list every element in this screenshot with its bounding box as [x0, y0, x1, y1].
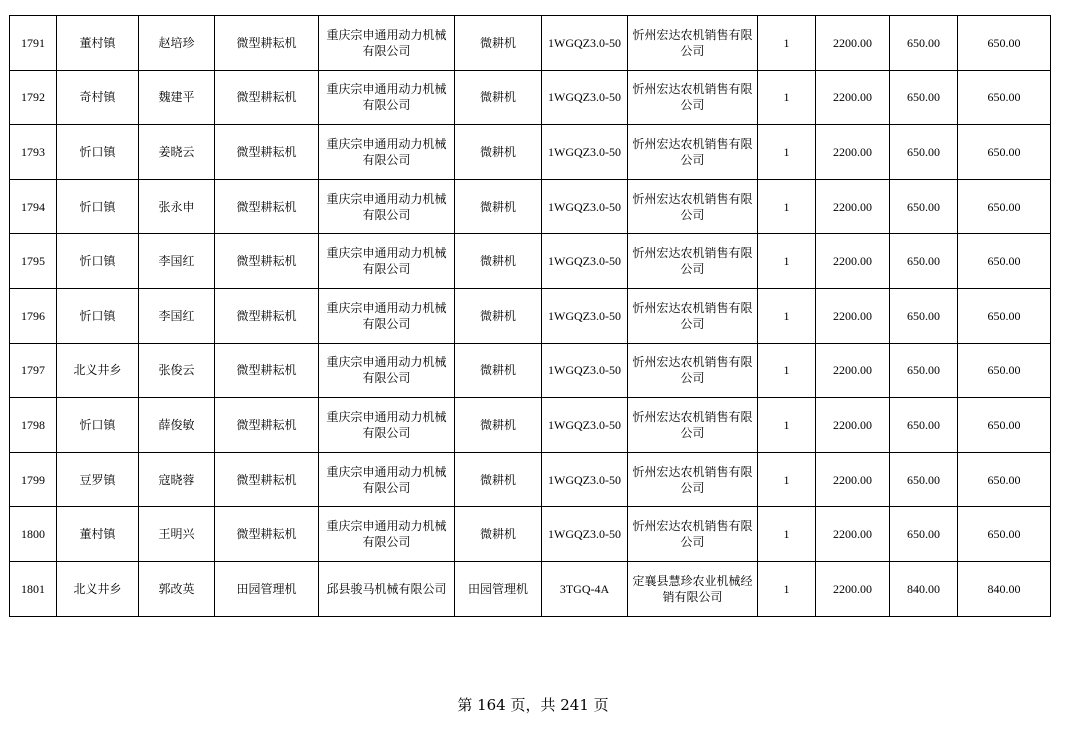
unit-subsidy-cell: 650.00: [890, 288, 958, 343]
table-row: [10, 179, 1051, 234]
model-cell: 1WGQZ3.0-50: [542, 343, 628, 398]
machine-category-cell: 微型耕耘机: [215, 452, 319, 507]
manufacturer-cell: 重庆宗申通用动力机械有限公司: [319, 234, 455, 289]
total-subsidy-cell: 840.00: [958, 561, 1051, 616]
town-cell: 奇村镇: [57, 70, 139, 125]
unit-subsidy-cell: 650.00: [890, 70, 958, 125]
farmer-name-cell: 郭改英: [139, 561, 215, 616]
product-name-cell: 微耕机: [455, 398, 542, 453]
manufacturer-cell: 重庆宗申通用动力机械有限公司: [319, 343, 455, 398]
table-body: [10, 16, 1051, 617]
price-cell: 2200.00: [816, 179, 890, 234]
model-cell: 1WGQZ3.0-50: [542, 234, 628, 289]
seq-cell: 1800: [10, 507, 57, 562]
quantity-cell: 1: [758, 343, 816, 398]
town-cell: 北义井乡: [57, 561, 139, 616]
dealer-cell: 忻州宏达农机销售有限公司: [628, 234, 758, 289]
machine-category-cell: 微型耕耘机: [215, 507, 319, 562]
table-row: [10, 452, 1051, 507]
model-cell: 1WGQZ3.0-50: [542, 398, 628, 453]
quantity-cell: 1: [758, 288, 816, 343]
total-subsidy-cell: 650.00: [958, 16, 1051, 71]
manufacturer-cell: 邱县骏马机械有限公司: [319, 561, 455, 616]
subsidy-table: [9, 15, 1051, 617]
seq-cell: 1801: [10, 561, 57, 616]
town-cell: 忻口镇: [57, 288, 139, 343]
table-row: [10, 234, 1051, 289]
unit-subsidy-cell: 650.00: [890, 398, 958, 453]
seq-cell: 1796: [10, 288, 57, 343]
table-row: [10, 70, 1051, 125]
price-cell: 2200.00: [816, 452, 890, 507]
farmer-name-cell: 李国红: [139, 288, 215, 343]
town-cell: 董村镇: [57, 507, 139, 562]
machine-category-cell: 微型耕耘机: [215, 234, 319, 289]
unit-subsidy-cell: 650.00: [890, 16, 958, 71]
model-cell: 1WGQZ3.0-50: [542, 16, 628, 71]
town-cell: 董村镇: [57, 16, 139, 71]
seq-cell: 1799: [10, 452, 57, 507]
town-cell: 豆罗镇: [57, 452, 139, 507]
price-cell: 2200.00: [816, 70, 890, 125]
farmer-name-cell: 李国红: [139, 234, 215, 289]
seq-cell: 1793: [10, 125, 57, 180]
total-subsidy-cell: 650.00: [958, 288, 1051, 343]
dealer-cell: 忻州宏达农机销售有限公司: [628, 16, 758, 71]
seq-cell: 1795: [10, 234, 57, 289]
town-cell: 忻口镇: [57, 398, 139, 453]
unit-subsidy-cell: 840.00: [890, 561, 958, 616]
dealer-cell: 忻州宏达农机销售有限公司: [628, 452, 758, 507]
price-cell: 2200.00: [816, 561, 890, 616]
quantity-cell: 1: [758, 398, 816, 453]
price-cell: 2200.00: [816, 507, 890, 562]
manufacturer-cell: 重庆宗申通用动力机械有限公司: [319, 452, 455, 507]
manufacturer-cell: 重庆宗申通用动力机械有限公司: [319, 125, 455, 180]
total-subsidy-cell: 650.00: [958, 70, 1051, 125]
price-cell: 2200.00: [816, 343, 890, 398]
table-row: [10, 561, 1051, 616]
price-cell: 2200.00: [816, 16, 890, 71]
dealer-cell: 忻州宏达农机销售有限公司: [628, 179, 758, 234]
table-row: [10, 507, 1051, 562]
manufacturer-cell: 重庆宗申通用动力机械有限公司: [319, 507, 455, 562]
quantity-cell: 1: [758, 507, 816, 562]
dealer-cell: 忻州宏达农机销售有限公司: [628, 70, 758, 125]
table-row: [10, 16, 1051, 71]
seq-cell: 1798: [10, 398, 57, 453]
price-cell: 2200.00: [816, 288, 890, 343]
machine-category-cell: 微型耕耘机: [215, 343, 319, 398]
price-cell: 2200.00: [816, 234, 890, 289]
model-cell: 1WGQZ3.0-50: [542, 452, 628, 507]
town-cell: 北义井乡: [57, 343, 139, 398]
unit-subsidy-cell: 650.00: [890, 452, 958, 507]
table-row: [10, 398, 1051, 453]
model-cell: 1WGQZ3.0-50: [542, 179, 628, 234]
manufacturer-cell: 重庆宗申通用动力机械有限公司: [319, 288, 455, 343]
machine-category-cell: 微型耕耘机: [215, 125, 319, 180]
model-cell: 1WGQZ3.0-50: [542, 507, 628, 562]
quantity-cell: 1: [758, 16, 816, 71]
farmer-name-cell: 赵培珍: [139, 16, 215, 71]
page-indicator: 第 164 页，共 241 页: [457, 696, 609, 714]
product-name-cell: 微耕机: [455, 507, 542, 562]
town-cell: 忻口镇: [57, 179, 139, 234]
product-name-cell: 微耕机: [455, 343, 542, 398]
machine-category-cell: 微型耕耘机: [215, 398, 319, 453]
farmer-name-cell: 张永申: [139, 179, 215, 234]
town-cell: 忻口镇: [57, 125, 139, 180]
unit-subsidy-cell: 650.00: [890, 125, 958, 180]
dealer-cell: 忻州宏达农机销售有限公司: [628, 507, 758, 562]
total-subsidy-cell: 650.00: [958, 507, 1051, 562]
quantity-cell: 1: [758, 452, 816, 507]
farmer-name-cell: 王明兴: [139, 507, 215, 562]
farmer-name-cell: 张俊云: [139, 343, 215, 398]
unit-subsidy-cell: 650.00: [890, 507, 958, 562]
table-row: [10, 125, 1051, 180]
town-cell: 忻口镇: [57, 234, 139, 289]
manufacturer-cell: 重庆宗申通用动力机械有限公司: [319, 16, 455, 71]
product-name-cell: 微耕机: [455, 179, 542, 234]
table-row: [10, 288, 1051, 343]
farmer-name-cell: 姜晓云: [139, 125, 215, 180]
product-name-cell: 微耕机: [455, 125, 542, 180]
total-subsidy-cell: 650.00: [958, 179, 1051, 234]
manufacturer-cell: 重庆宗申通用动力机械有限公司: [319, 179, 455, 234]
seq-cell: 1792: [10, 70, 57, 125]
machine-category-cell: 微型耕耘机: [215, 16, 319, 71]
model-cell: 1WGQZ3.0-50: [542, 70, 628, 125]
price-cell: 2200.00: [816, 125, 890, 180]
price-cell: 2200.00: [816, 398, 890, 453]
dealer-cell: 忻州宏达农机销售有限公司: [628, 288, 758, 343]
dealer-cell: 忻州宏达农机销售有限公司: [628, 398, 758, 453]
total-subsidy-cell: 650.00: [958, 125, 1051, 180]
quantity-cell: 1: [758, 70, 816, 125]
model-cell: 1WGQZ3.0-50: [542, 288, 628, 343]
total-subsidy-cell: 650.00: [958, 398, 1051, 453]
dealer-cell: 忻州宏达农机销售有限公司: [628, 125, 758, 180]
quantity-cell: 1: [758, 234, 816, 289]
model-cell: 1WGQZ3.0-50: [542, 125, 628, 180]
product-name-cell: 微耕机: [455, 452, 542, 507]
farmer-name-cell: 魏建平: [139, 70, 215, 125]
seq-cell: 1791: [10, 16, 57, 71]
unit-subsidy-cell: 650.00: [890, 234, 958, 289]
machine-category-cell: 微型耕耘机: [215, 70, 319, 125]
total-subsidy-cell: 650.00: [958, 452, 1051, 507]
dealer-cell: 定襄县慧珍农业机械经销有限公司: [628, 561, 758, 616]
machine-category-cell: 田园管理机: [215, 561, 319, 616]
total-subsidy-cell: 650.00: [958, 343, 1051, 398]
seq-cell: 1797: [10, 343, 57, 398]
table-row: [10, 343, 1051, 398]
model-cell: 3TGQ-4A: [542, 561, 628, 616]
product-name-cell: 微耕机: [455, 70, 542, 125]
product-name-cell: 微耕机: [455, 16, 542, 71]
seq-cell: 1794: [10, 179, 57, 234]
machine-category-cell: 微型耕耘机: [215, 179, 319, 234]
product-name-cell: 田园管理机: [455, 561, 542, 616]
manufacturer-cell: 重庆宗申通用动力机械有限公司: [319, 398, 455, 453]
farmer-name-cell: 寇晓蓉: [139, 452, 215, 507]
unit-subsidy-cell: 650.00: [890, 179, 958, 234]
dealer-cell: 忻州宏达农机销售有限公司: [628, 343, 758, 398]
total-subsidy-cell: 650.00: [958, 234, 1051, 289]
machine-category-cell: 微型耕耘机: [215, 288, 319, 343]
quantity-cell: 1: [758, 125, 816, 180]
product-name-cell: 微耕机: [455, 234, 542, 289]
manufacturer-cell: 重庆宗申通用动力机械有限公司: [319, 70, 455, 125]
quantity-cell: 1: [758, 561, 816, 616]
unit-subsidy-cell: 650.00: [890, 343, 958, 398]
quantity-cell: 1: [758, 179, 816, 234]
farmer-name-cell: 薛俊敏: [139, 398, 215, 453]
product-name-cell: 微耕机: [455, 288, 542, 343]
